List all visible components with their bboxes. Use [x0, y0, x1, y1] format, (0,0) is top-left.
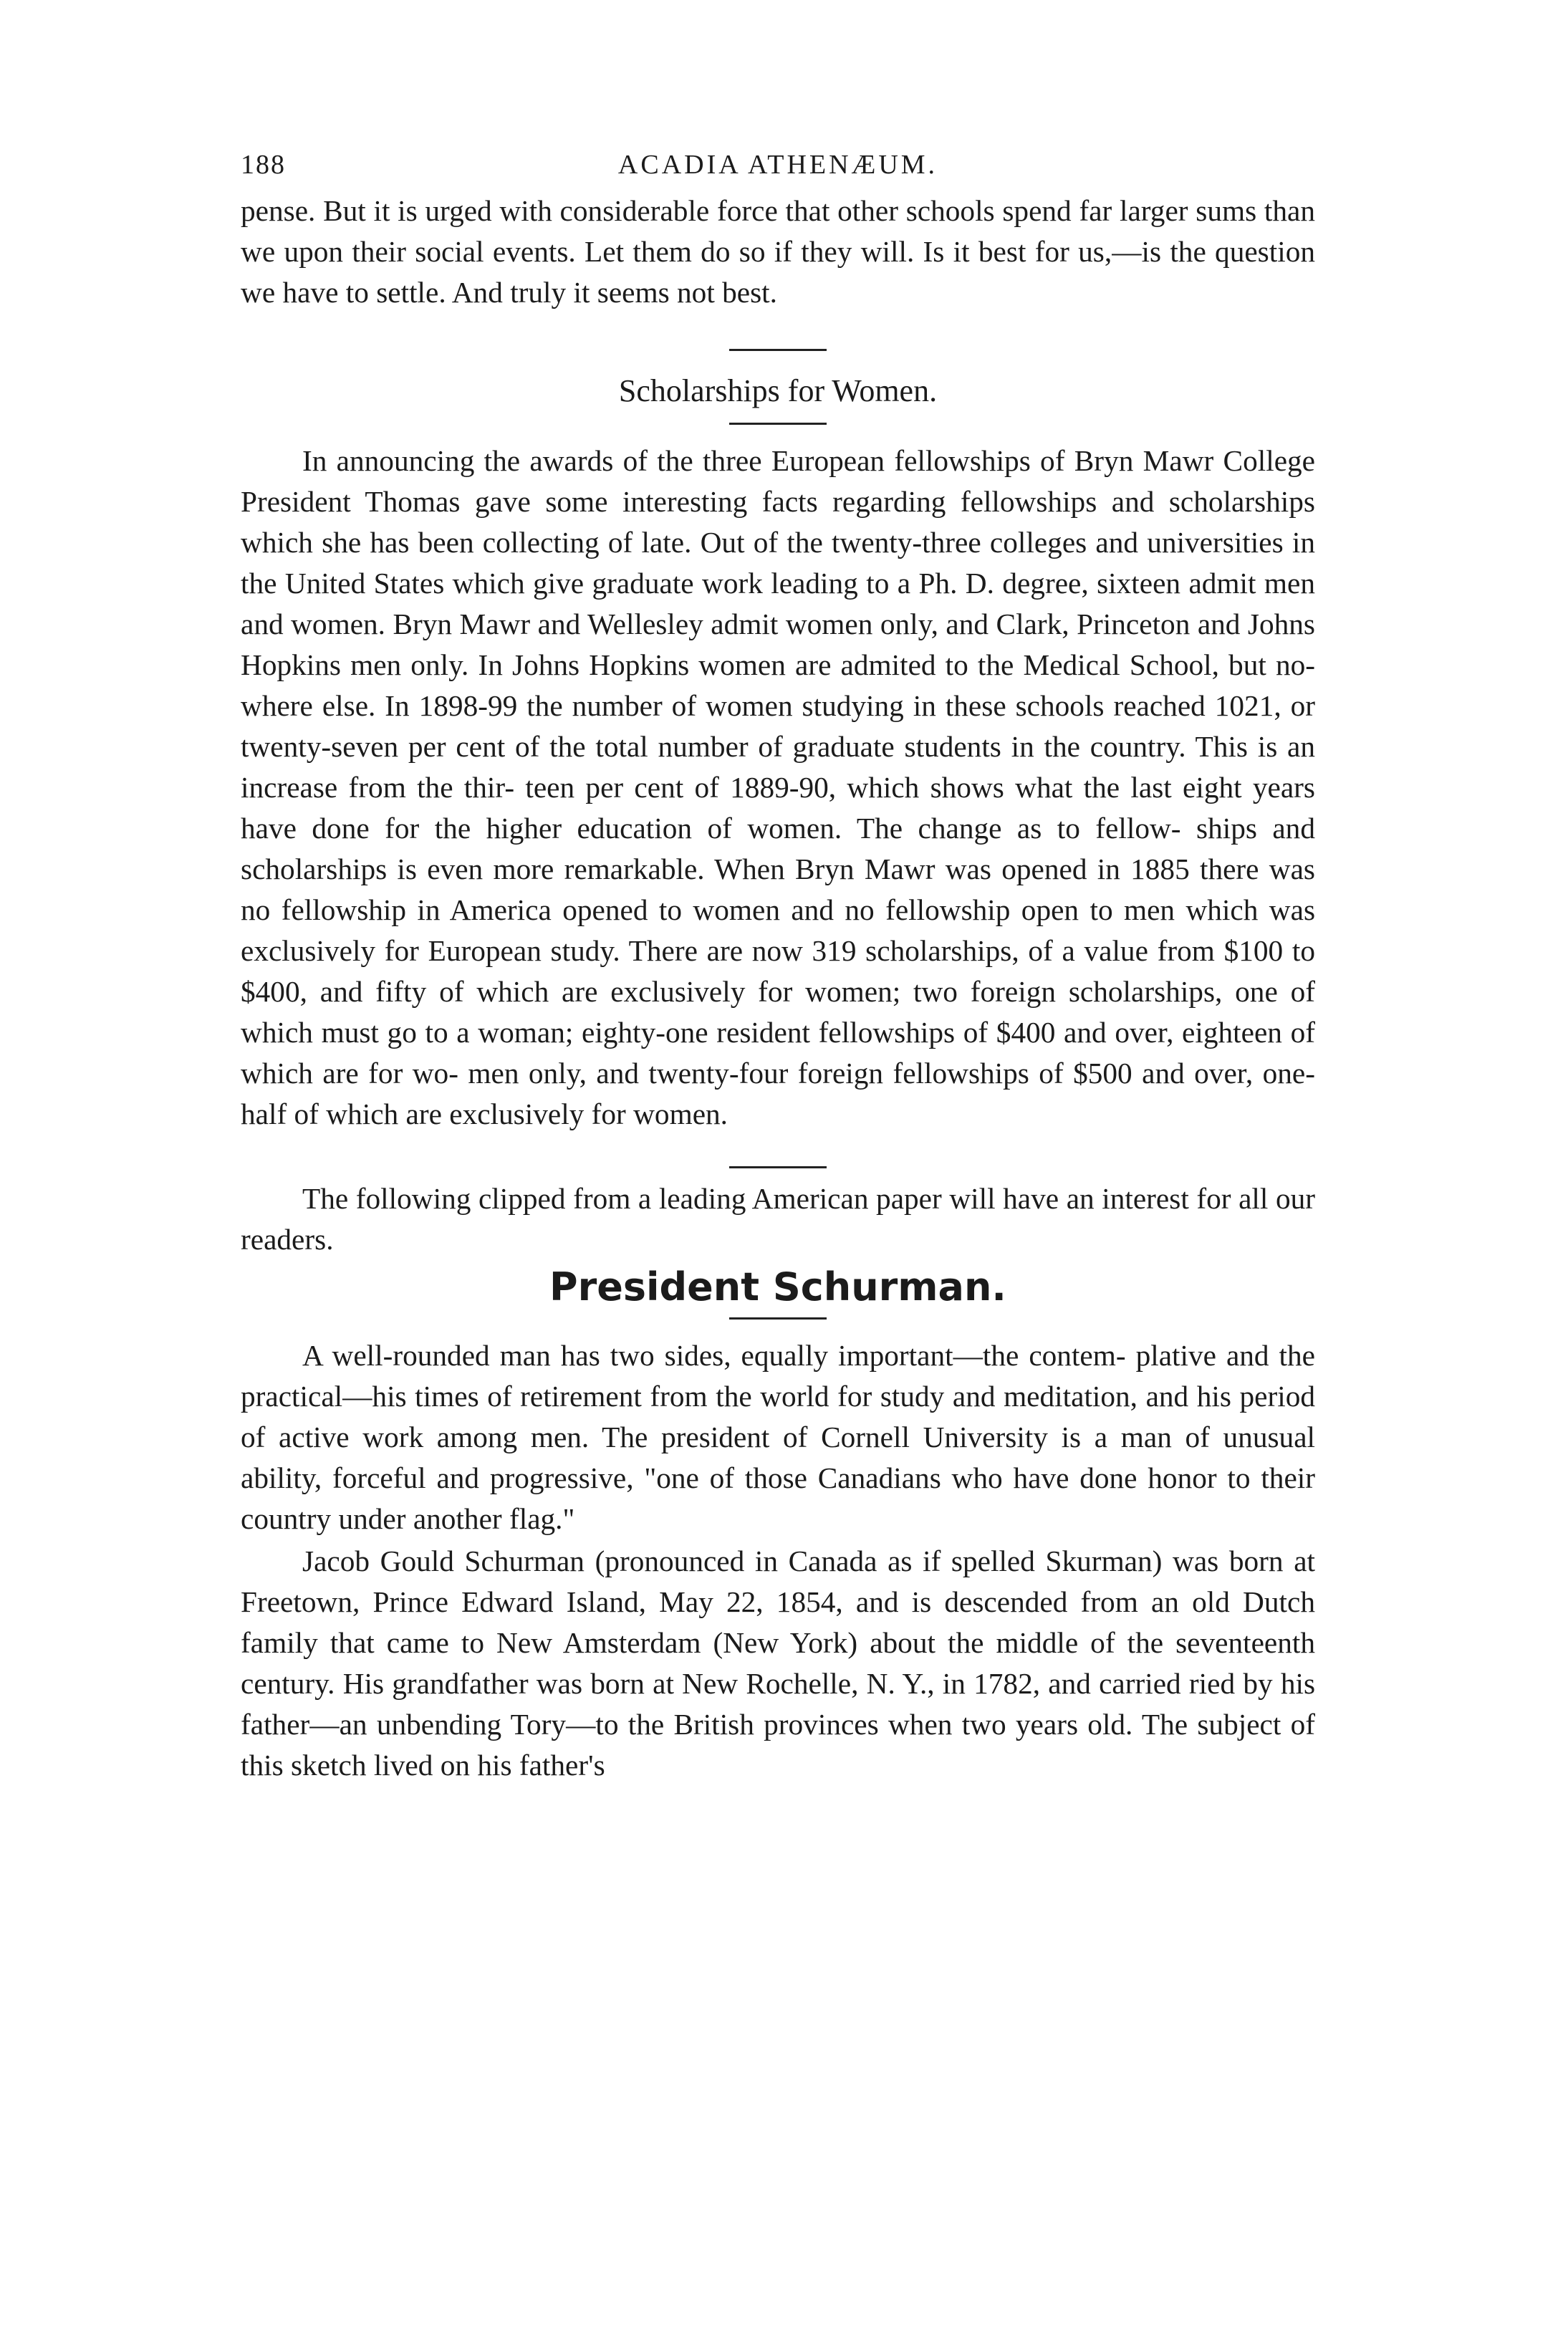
text-line: women only, and Clark, Princeton and Johns Hopkins men only. In — [241, 607, 1316, 681]
text-line: Johns Hopkins women are admited to the Medical School, but no- — [512, 648, 1315, 681]
text-line: 1854, and is descended from an old Dutch family that came to New — [241, 1585, 1315, 1659]
clipping-intro — [241, 1178, 1315, 1260]
schurman-paragraph-2 — [241, 1541, 1315, 1786]
text-line: done for the higher education of women. The change as to fellow- — [312, 812, 1181, 845]
text-line: In announcing the awards of the three European fellowships of — [302, 444, 1065, 477]
text-line: regarding fellowships and scholarships which she has been collecting — [241, 485, 1315, 559]
text-line: pense. But it is urged with considerable force that other schools spend — [241, 194, 1072, 227]
text-line: an interest for all our readers. — [241, 1182, 1315, 1256]
text-line: Skurman) was born at Freetown, Prince Edward Island, May 22, — [241, 1544, 1315, 1618]
section-divider — [729, 349, 827, 351]
text-line: foreign scholarships, one of which must go to a woman; eighty-one — [241, 975, 1316, 1049]
page-number: 188 — [241, 150, 286, 180]
text-line: when two years old. The subject of this sketch lived on his father's — [241, 1708, 1315, 1782]
text-line: The following clipped from a leading American paper will have — [302, 1182, 1059, 1215]
text-line: Amsterdam (New York) about the middle of the seventeenth century. — [241, 1626, 1315, 1700]
text-line: resident fellowships of $400 and over, eighteen of which are for wo- — [241, 1016, 1315, 1090]
text-line: graduate students in the country. This is an increase from the thir- — [241, 730, 1316, 804]
text-line: of late. Out of the twenty-three colleges and universities in the — [241, 526, 1315, 600]
text-line: Bryn Mawr College President Thomas gave some interesting facts — [241, 444, 1315, 518]
text-line: where else. In 1898-99 the number of women studying in these — [241, 689, 1006, 722]
text-line: European study. There are now 319 scholarships, of a value from — [428, 934, 1215, 967]
heading-underline — [729, 423, 827, 425]
text-line: country under another flag." — [241, 1502, 575, 1535]
continued-paragraph — [241, 191, 1315, 313]
section-divider — [729, 1166, 827, 1168]
text-line: A well-rounded man has two sides, equally important—the contem- — [302, 1339, 1126, 1372]
text-line: men only, and twenty-four foreign fellowships of $500 and over, one- — [468, 1057, 1316, 1090]
text-line: ships and scholarships is even more remarkable. When Bryn Mawr — [241, 812, 1315, 885]
text-line: half of which are exclusively for women. — [241, 1097, 728, 1130]
text-line: study and meditation, and his period of active work among men. The — [241, 1380, 1315, 1453]
text-line: truly it seems not best. — [510, 276, 777, 309]
text-line: $100 to $400, and fifty of which are exclusively for women; two — [241, 934, 1316, 1008]
text-line: if they will. Is it best for us,—is the question we have to settle. And — [241, 235, 1315, 309]
schurman-paragraph-1 — [241, 1335, 1315, 1539]
text-line: teen per cent of 1889-90, which shows what the last eight years have — [241, 771, 1315, 845]
text-line: sixteen admit men and women. Bryn Mawr and Wellesley admit — [241, 567, 1315, 640]
scholarships-paragraph — [241, 441, 1315, 1135]
text-line: women and no fellowship open to men which was exclusively for — [241, 893, 1316, 967]
heading-underline — [729, 1317, 827, 1320]
running-title: ACADIA ATHENÆUM. — [617, 150, 938, 180]
text-line: schools reached 1021, or twenty-seven per cent of the total number of — [241, 689, 1316, 763]
section-heading-schurman: President Schurman. — [549, 1264, 1006, 1309]
text-line: United States which give graduate work leading to a Ph. D. degree, — [284, 567, 1089, 600]
magazine-page — [241, 136, 1315, 1786]
section-heading-scholarships: Scholarships for Women. — [618, 373, 938, 408]
text-line: His grandfather was born at New Rochelle, N. Y., in 1782, and carried — [342, 1667, 1181, 1700]
text-line: plative and the practical—his times of retirement from the world for — [241, 1339, 1315, 1413]
text-line: was opened in 1885 there was no fellowship in America opened to — [241, 852, 1315, 926]
text-line: ried by his father—an unbending Tory—to the British provinces — [241, 1667, 1316, 1741]
text-line: president of Cornell University is a man of unusual ability, forceful — [241, 1421, 1315, 1494]
page-header — [241, 136, 1315, 186]
text-line: and progressive, "one of those Canadians who have done honor to their — [436, 1461, 1315, 1494]
text-line: Jacob Gould Schurman (pronounced in Canada as if spelled — [302, 1544, 1035, 1577]
text-line: far larger sums than we upon their social events. Let them do so — [241, 194, 1315, 268]
